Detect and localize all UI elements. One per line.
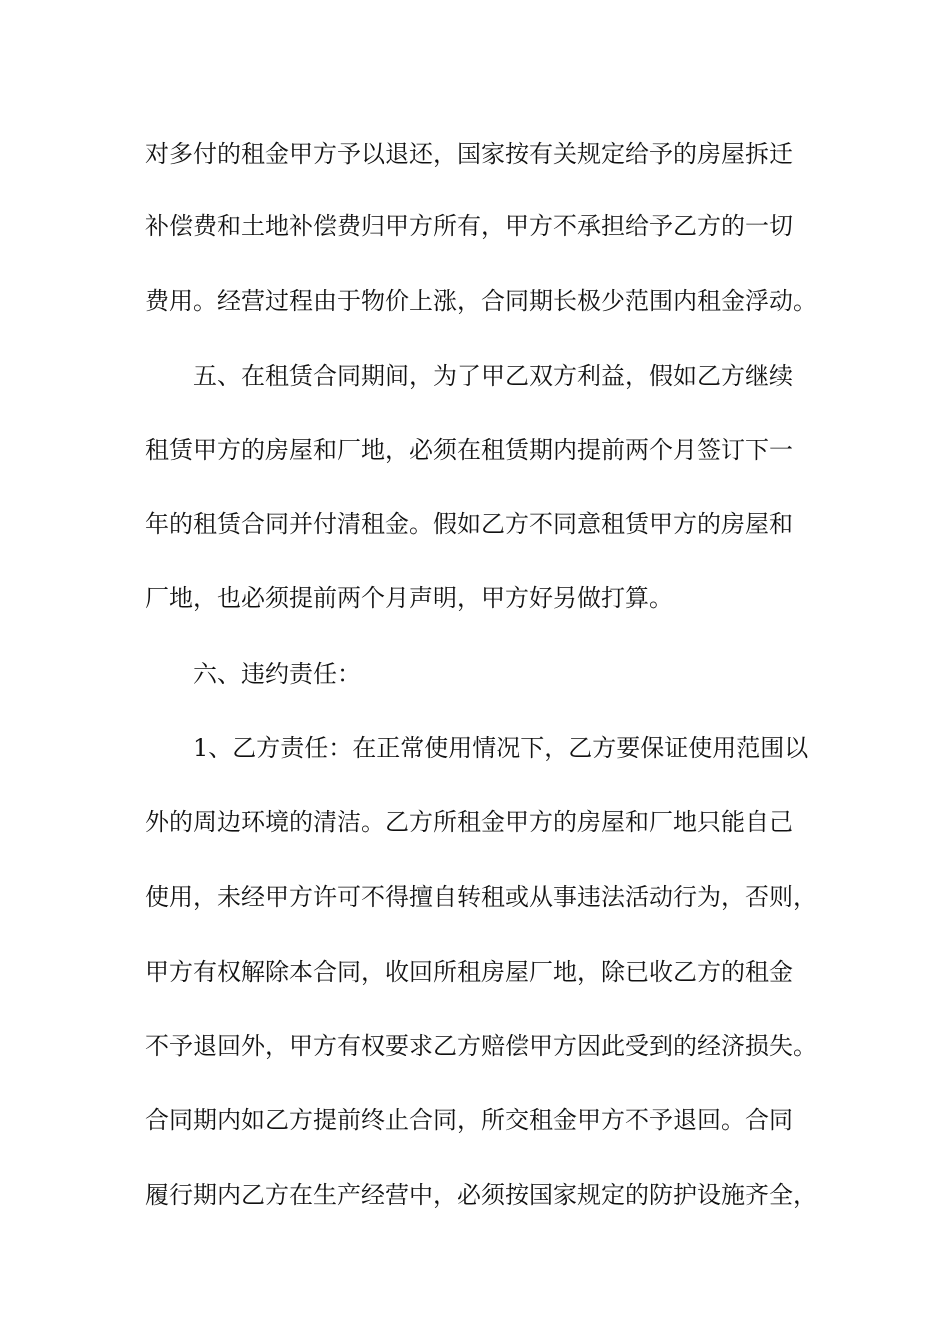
text-line: 租赁甲方的房屋和厂地，必须在租赁期内提前两个月签订下一 <box>145 436 793 464</box>
text-line: 甲方有权解除本合同，收回所租房屋厂地，除已收乙方的租金 <box>145 958 793 986</box>
text-line: 对多付的租金甲方予以退还，国家按有关规定给予的房屋拆迁 <box>145 140 793 168</box>
clause-heading-one: 1、乙方责任：在正常使用情况下，乙方要保证使用范围以 <box>193 734 809 762</box>
text-line: 补偿费和土地补偿费归甲方所有，甲方不承担给予乙方的一切 <box>145 212 793 240</box>
text-line: 履行期内乙方在生产经营中，必须按国家规定的防护设施齐全， <box>145 1181 817 1209</box>
text-line: 使用，未经甲方许可不得擅自转租或从事违法活动行为，否则， <box>145 883 817 911</box>
text-line: 厂地，也必须提前两个月声明，甲方好另做打算。 <box>145 584 673 612</box>
text-line: 不予退回外，甲方有权要求乙方赔偿甲方因此受到的经济损失。 <box>145 1032 817 1060</box>
text-line: 合同期内如乙方提前终止合同，所交租金甲方不予退回。合同 <box>145 1106 793 1134</box>
section-heading-five: 五、在租赁合同期间，为了甲乙双方利益，假如乙方继续 <box>193 362 793 390</box>
text-line: 费用。经营过程由于物价上涨，合同期长极少范围内租金浮动。 <box>145 287 817 315</box>
section-heading-six: 六、违约责任： <box>193 660 361 688</box>
text-line: 年的租赁合同并付清租金。假如乙方不同意租赁甲方的房屋和 <box>145 510 793 538</box>
text-line: 外的周边环境的清洁。乙方所租金甲方的房屋和厂地只能自己 <box>145 808 793 836</box>
